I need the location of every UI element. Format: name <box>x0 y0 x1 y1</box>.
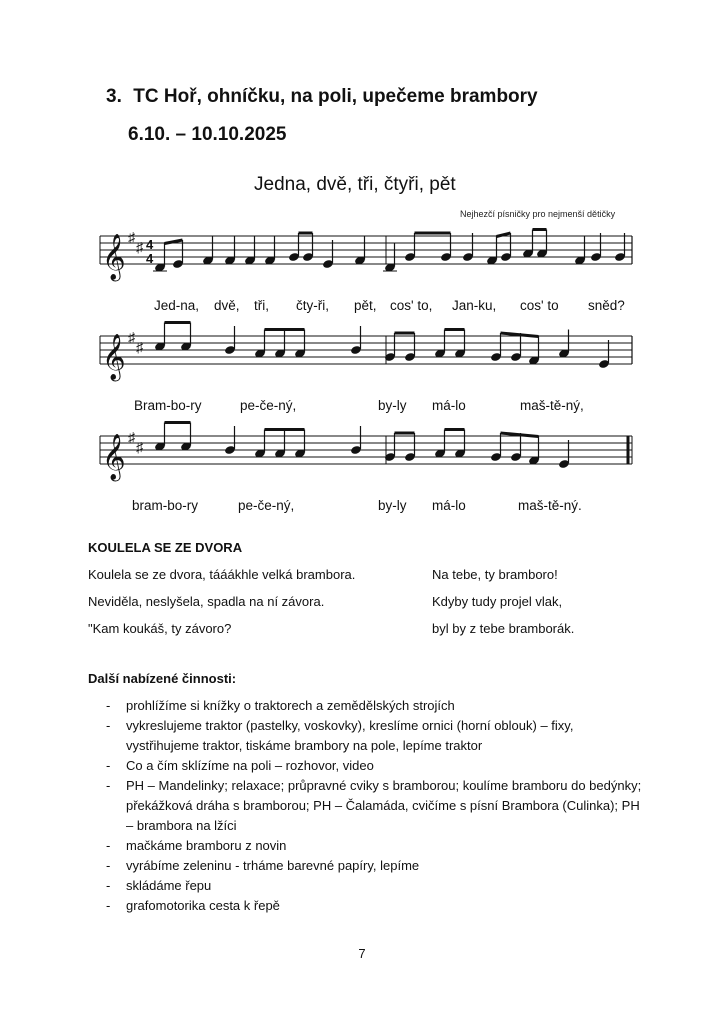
song-title: Jedna, dvě, tři, čtyři, pět <box>254 174 456 195</box>
lyric-syllable: Jan-ku, <box>452 298 497 313</box>
sharp-sign: ♯ <box>128 329 135 345</box>
lyric-syllable: by-ly <box>378 398 407 413</box>
treble-clef: 𝄞 <box>102 435 126 479</box>
poem-line: byl by z tebe bramborák. <box>432 621 575 636</box>
lyric-syllable: sněd? <box>588 298 625 313</box>
lyric-syllable: Jed-na, <box>154 298 200 313</box>
lyric-syllable: pět, <box>354 298 377 313</box>
section-dates: 6.10. – 10.10.2025 <box>128 124 287 145</box>
poem-line: Neviděla, neslyšela, spadla na ní závora. <box>88 594 325 609</box>
song-subtitle: Nejhezčí písničky pro nejmenší dětičky <box>460 209 616 219</box>
activities-title: Další nabízené činnosti: <box>88 671 237 686</box>
list-item: - mačkáme bramboru z novin <box>88 836 648 856</box>
page-number: 7 <box>358 946 366 961</box>
poem-line: Koulela se ze dvora, tááákhle velká brambora. <box>88 567 356 582</box>
sharp-sign: ♯ <box>128 229 135 245</box>
sharp-sign: ♯ <box>136 439 143 455</box>
lyric-syllable: tři, <box>254 298 269 313</box>
poem-line: Na tebe, ty bramboro! <box>432 567 558 582</box>
lyric-syllable: pe-če-ný, <box>238 498 295 513</box>
lyric-syllable: dvě, <box>214 298 240 313</box>
music-staff <box>100 423 632 483</box>
time-signature: 4 <box>146 251 154 266</box>
list-item: - PH – Mandelinky; relaxace; průpravné cviky s bramborou; koulíme bramboru do bedýnky; překážková dráha s bramborou; PH – Čalamáda, cvičíme s písní Brambora (Culinka); PH – brambora na lžíci <box>88 776 648 836</box>
section-number: 3. <box>106 86 122 107</box>
sharp-sign: ♯ <box>128 429 135 445</box>
section-heading <box>106 86 538 108</box>
sharp-sign: ♯ <box>136 339 143 355</box>
list-item: - Co a čím sklízíme na poli – rozhovor, video <box>88 756 648 776</box>
music-staff <box>100 323 632 383</box>
time-signature: 4 <box>146 237 154 252</box>
lyric-syllable: čty-ři, <box>296 298 329 313</box>
section-title: TC Hoř, ohníčku, na poli, upečeme brambory <box>133 86 538 107</box>
list-item: - prohlížíme si knížky o traktorech a zemědělských strojích <box>88 696 648 716</box>
lyric-syllable: má-lo <box>432 498 466 513</box>
list-item: - skládáme řepu <box>88 876 648 896</box>
lyric-syllable: bram-bo-ry <box>132 498 199 513</box>
music-staff <box>100 229 632 282</box>
lyric-syllable: má-lo <box>432 398 466 413</box>
lyric-syllable: cos' to, <box>390 298 433 313</box>
treble-clef: 𝄞 <box>102 235 126 279</box>
poem-line: "Kam koukáš, ty závoro? <box>88 621 232 636</box>
list-item: - vykreslujeme traktor (pastelky, voskovky), kreslíme ornici (horní oblouk) – fixy, vystřihujeme traktor, tiskáme brambory na pole, lepíme traktor <box>88 716 648 756</box>
treble-clef: 𝄞 <box>102 335 126 379</box>
sheet-music <box>88 160 644 520</box>
lyric-syllable: maš-tě-ný. <box>518 498 582 513</box>
sharp-sign: ♯ <box>136 239 143 255</box>
lyric-syllable: Bram-bo-ry <box>134 398 202 413</box>
lyric-syllable: pe-če-ný, <box>240 398 297 413</box>
list-item: - grafomotorika cesta k řepě <box>88 896 648 916</box>
poem-line: Kdyby tudy projel vlak, <box>432 594 563 609</box>
lyric-syllable: maš-tě-ný, <box>520 398 584 413</box>
lyric-syllable: by-ly <box>378 498 407 513</box>
activities-list <box>88 696 648 916</box>
poem-title: KOULELA SE ZE DVORA <box>88 540 243 555</box>
list-item: - vyrábíme zeleninu - trháme barevné papíry, lepíme <box>88 856 648 876</box>
lyric-syllable: cos' to <box>520 298 559 313</box>
